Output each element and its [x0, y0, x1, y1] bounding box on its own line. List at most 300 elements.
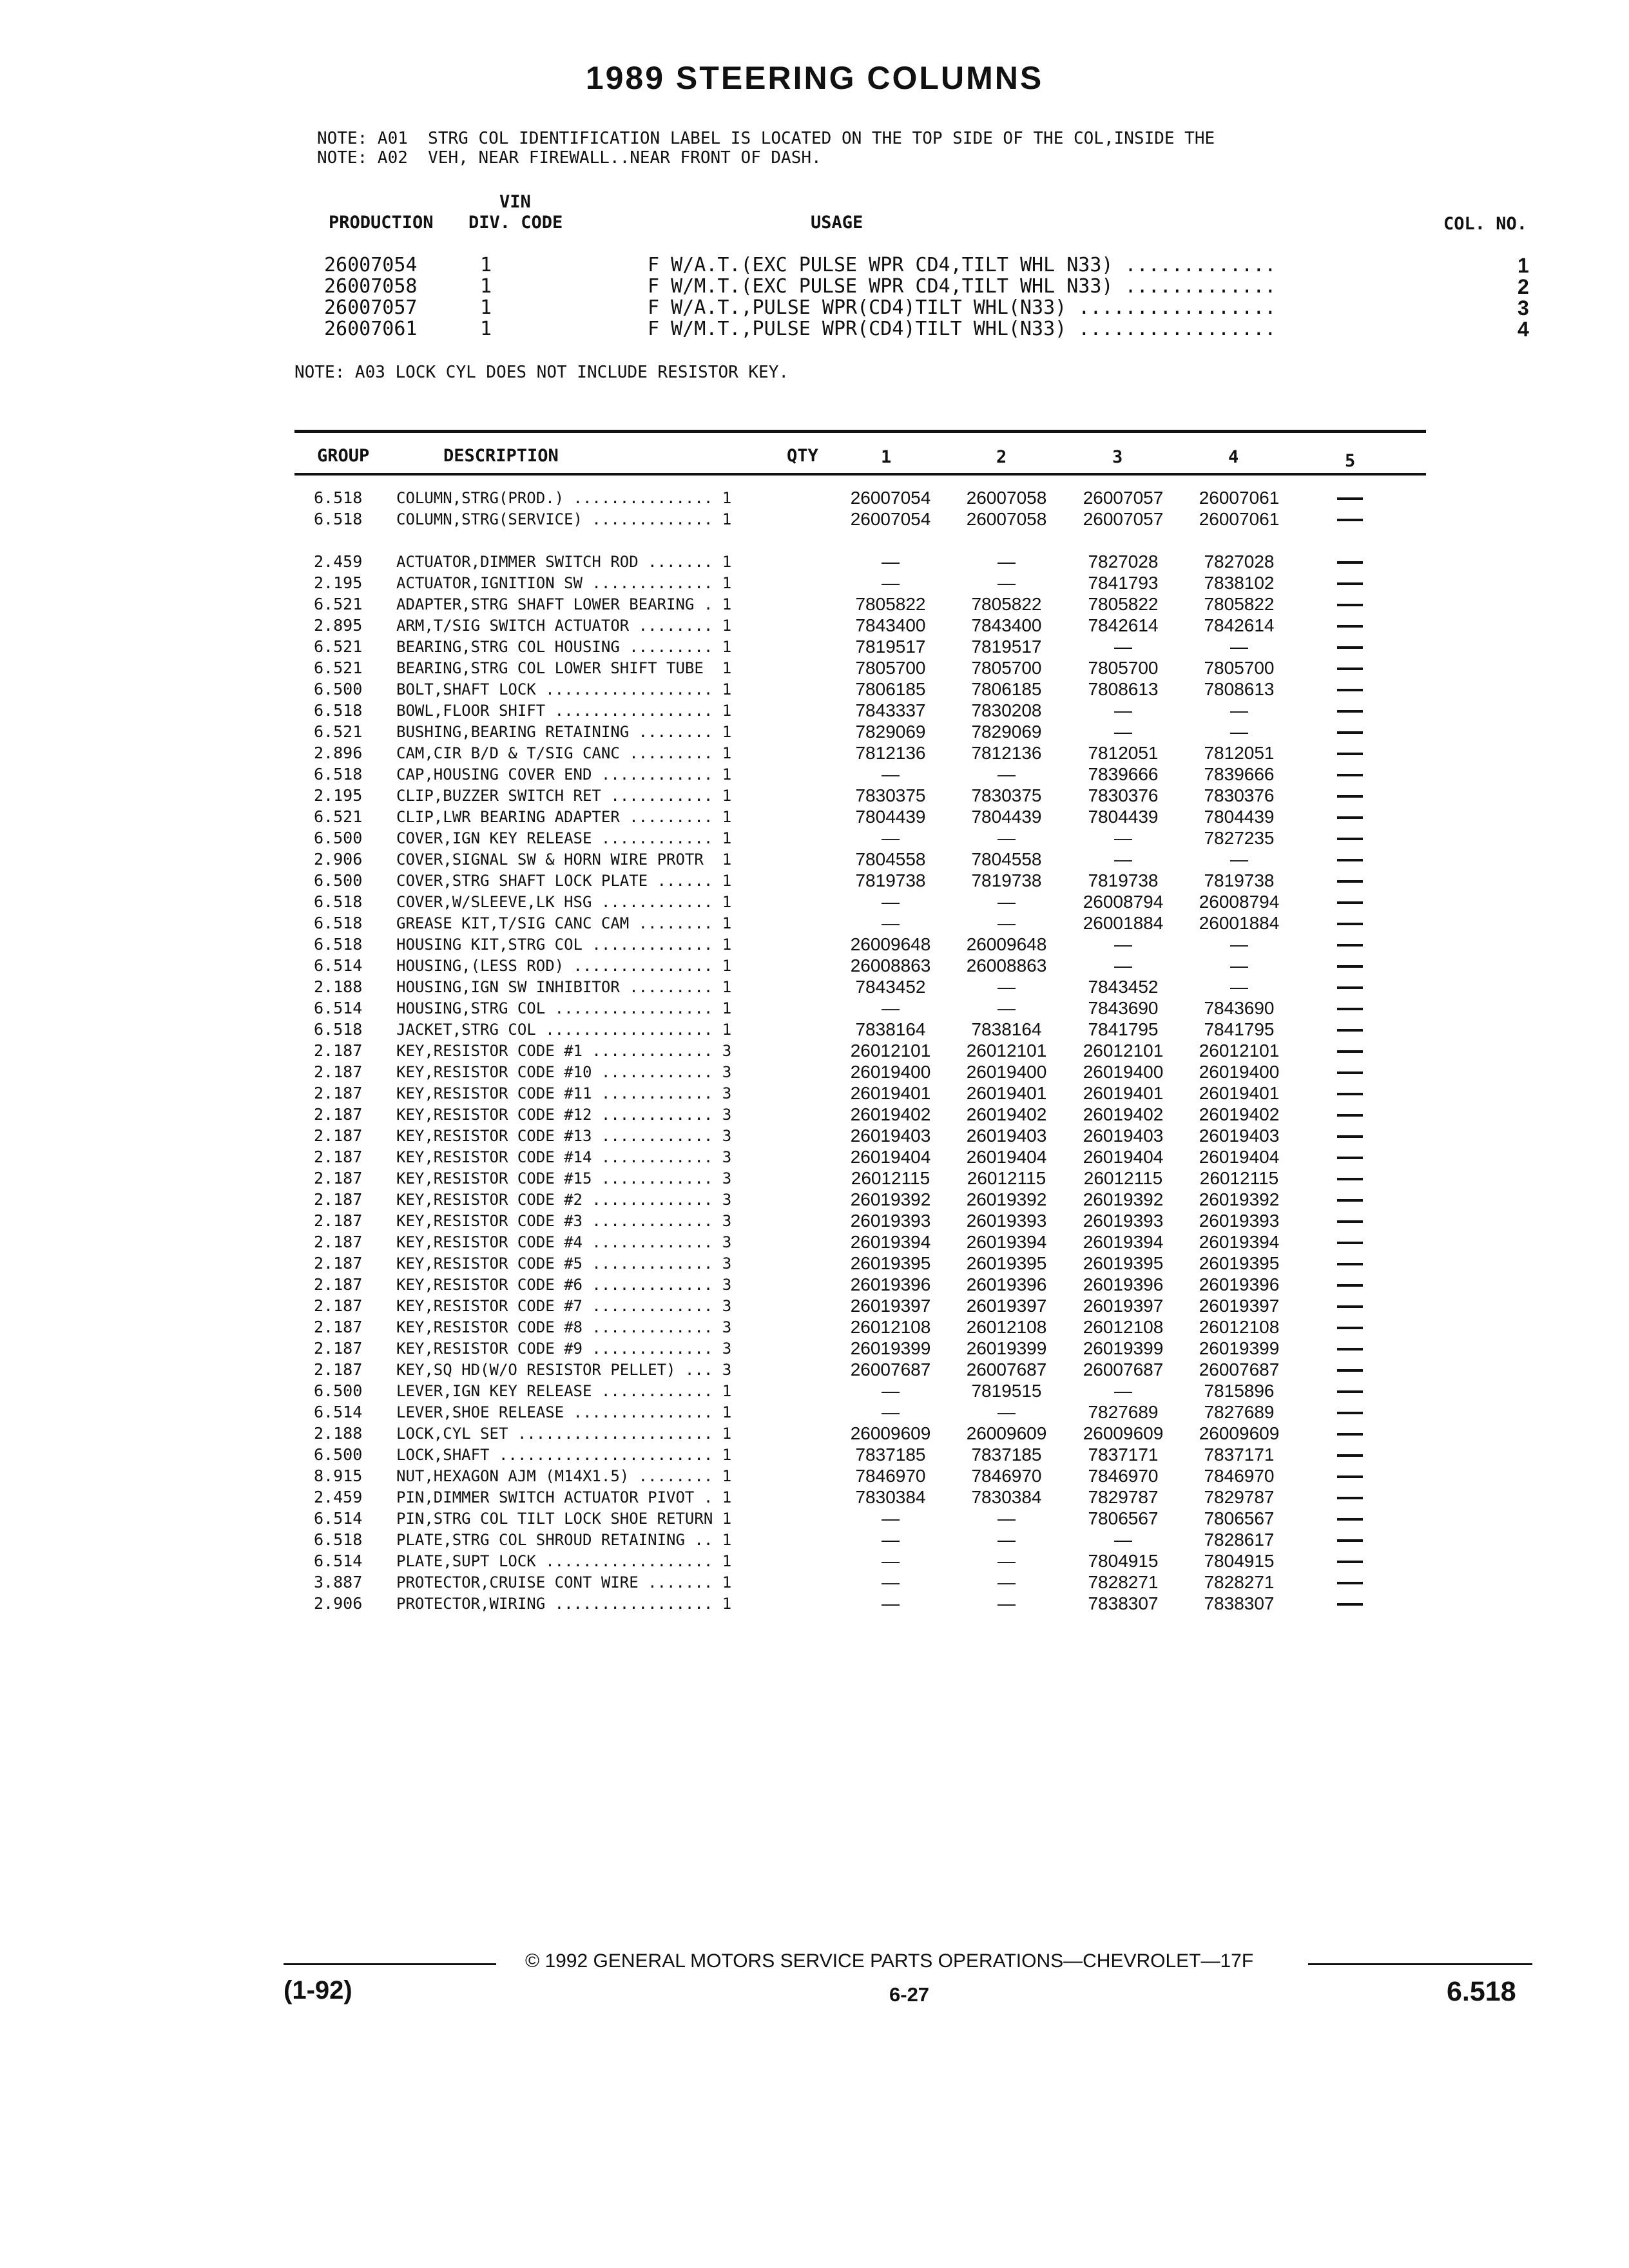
part-number-col3: 7812051: [1088, 743, 1159, 763]
part-number-col3: 26012115: [1083, 1168, 1163, 1188]
part-number-col2: —: [998, 1572, 1016, 1592]
part-number-col4: 26019395: [1199, 1253, 1280, 1273]
part-number-col3: 26019396: [1083, 1274, 1164, 1294]
col5-dash: [1337, 689, 1363, 691]
vin-div-code: 1: [480, 318, 492, 340]
part-number-col4: 7838102: [1204, 573, 1275, 593]
part-number-col3: 7805822: [1088, 594, 1159, 614]
part-number-col2: 7804439: [971, 807, 1042, 827]
vin-col-no: 2: [1518, 275, 1529, 298]
table-row: [0, 1360, 1629, 1381]
vin-usage: F W/A.T.,PULSE WPR(CD4)TILT WHL(N33) .................: [648, 296, 1277, 319]
part-number-col2: 26019393: [966, 1211, 1047, 1231]
part-number-col2: 26019401: [966, 1083, 1047, 1103]
group-cell: 2.895: [314, 616, 363, 635]
note-a01: NOTE: A01 STRG COL IDENTIFICATION LABEL IS LOCATED ON THE TOP SIDE OF THE COL,INSIDE THE: [317, 129, 1215, 148]
col5-dash: [1337, 625, 1363, 628]
part-number-col1: 26019403: [850, 1126, 931, 1146]
part-number-col1: 7804439: [855, 807, 926, 827]
table-row: [0, 914, 1629, 935]
group-cell: 2.187: [314, 1211, 363, 1230]
part-number-col3: —: [1114, 956, 1132, 975]
table-row: [0, 829, 1629, 850]
col5-dash: [1337, 1433, 1363, 1436]
part-number-col3: 7828271: [1088, 1572, 1159, 1592]
part-number-col2: 7830384: [971, 1487, 1042, 1507]
group-cell: 6.514: [314, 1403, 363, 1421]
description-qty-cell: ACTUATOR,IGNITION SW ............. 1: [396, 574, 732, 592]
part-number-col2: 26019396: [966, 1274, 1047, 1294]
table-row: [0, 722, 1629, 744]
part-number-col3: 7843690: [1088, 998, 1159, 1018]
col5-dash: [1337, 519, 1363, 521]
table-row: [0, 1148, 1629, 1169]
col5-dash: [1337, 774, 1363, 776]
group-cell: 6.514: [314, 1509, 363, 1528]
part-number-col4: 26019400: [1199, 1062, 1280, 1082]
description-qty-cell: JACKET,STRG COL .................. 1: [396, 1021, 732, 1039]
table-row: [0, 658, 1629, 680]
description-qty-cell: PIN,STRG COL TILT LOCK SHOE RETURN 1: [396, 1510, 732, 1528]
col5-dash: [1337, 986, 1363, 989]
table-row: [0, 1445, 1629, 1466]
part-number-col3: —: [1114, 828, 1132, 848]
col5-dash: [1337, 1539, 1363, 1542]
group-cell: 6.518: [314, 935, 363, 954]
col5-dash: [1337, 965, 1363, 968]
description-qty-cell: LEVER,SHOE RELEASE ............... 1: [396, 1403, 732, 1421]
group-cell: 6.514: [314, 1552, 363, 1570]
part-number-col1: —: [882, 892, 900, 912]
description-qty-cell: CAP,HOUSING COVER END ............ 1: [396, 765, 732, 783]
part-number-col1: —: [882, 1508, 900, 1528]
group-cell: 6.500: [314, 871, 363, 890]
description-qty-cell: KEY,RESISTOR CODE #14 ............ 3: [396, 1148, 732, 1166]
part-number-col3: —: [1114, 1530, 1132, 1550]
part-number-col2: 7830208: [971, 700, 1042, 720]
table-row: [0, 871, 1629, 892]
part-number-col4: 26019394: [1199, 1232, 1280, 1252]
description-qty-cell: HOUSING,(LESS ROD) ............... 1: [396, 957, 732, 975]
part-number-col2: 7805822: [971, 594, 1042, 614]
part-number-col4: 7838307: [1204, 1593, 1275, 1613]
part-number-col4: —: [1230, 977, 1248, 997]
part-number-col1: 7837185: [855, 1445, 926, 1465]
part-number-col3: 26019401: [1083, 1083, 1164, 1103]
part-number-col3: —: [1114, 849, 1132, 869]
part-number-col3: 7819738: [1088, 870, 1159, 890]
part-number-col2: —: [998, 552, 1016, 572]
part-number-col4: 7829787: [1204, 1487, 1275, 1507]
vin-col-no: 4: [1518, 318, 1529, 341]
part-number-col4: 26012115: [1199, 1168, 1279, 1188]
description-qty-cell: KEY,RESISTOR CODE #7 ............. 3: [396, 1297, 732, 1315]
col5-dash: [1337, 753, 1363, 755]
part-number-col3: 26019399: [1083, 1338, 1164, 1358]
part-number-col4: 26012108: [1199, 1317, 1280, 1337]
part-number-col3: 26012108: [1083, 1317, 1164, 1337]
part-number-col2: 7829069: [971, 722, 1042, 742]
part-number-col2: 7806185: [971, 679, 1042, 699]
part-number-col3: 26012101: [1083, 1041, 1164, 1061]
description-qty-cell: COLUMN,STRG(SERVICE) ............. 1: [396, 510, 732, 528]
part-number-col2: 7805700: [971, 658, 1042, 678]
part-number-col4: 26019399: [1199, 1338, 1280, 1358]
part-number-col4: —: [1230, 956, 1248, 975]
vin-production: 26007057: [324, 296, 418, 319]
part-number-col3: 26019400: [1083, 1062, 1164, 1082]
part-number-col2: 7812136: [971, 743, 1042, 763]
table-row: [0, 892, 1629, 914]
description-qty-cell: BEARING,STRG COL HOUSING ......... 1: [396, 638, 732, 656]
table-row: [0, 1424, 1629, 1445]
part-number-col2: 7819515: [971, 1381, 1042, 1401]
part-number-col1: —: [882, 1551, 900, 1571]
table-row: [0, 1254, 1629, 1275]
part-number-col4: 7841795: [1204, 1019, 1275, 1039]
part-number-col4: 7827028: [1204, 552, 1275, 572]
col5-dash: [1337, 1199, 1363, 1202]
col5-dash: [1337, 1135, 1363, 1138]
part-number-col1: 26009648: [850, 934, 931, 954]
part-number-col1: 26019394: [850, 1232, 931, 1252]
description-qty-cell: BOLT,SHAFT LOCK .................. 1: [396, 680, 732, 698]
group-cell: 6.500: [314, 680, 363, 698]
table-row: [0, 573, 1629, 595]
description-qty-cell: HOUSING,STRG COL ................. 1: [396, 999, 732, 1017]
usage-header: USAGE: [811, 213, 863, 233]
part-number-col2: 26019395: [966, 1253, 1047, 1273]
col5-dash: [1337, 1284, 1363, 1287]
table-row: [0, 595, 1629, 616]
part-number-col2: 26008863: [966, 956, 1047, 975]
footer-rule-left: [284, 1963, 496, 1965]
table-header-rule: [294, 473, 1426, 476]
table-row: [0, 1041, 1629, 1062]
footer-date: (1-92): [284, 1976, 352, 2004]
table-row: [0, 850, 1629, 871]
part-number-col1: 26019400: [850, 1062, 931, 1082]
part-number-col3: 26019395: [1083, 1253, 1164, 1273]
part-number-col2: 26019403: [966, 1126, 1047, 1146]
part-number-col1: 7805822: [855, 594, 926, 614]
part-number-col3: —: [1114, 934, 1132, 954]
group-cell: 6.521: [314, 637, 363, 656]
part-number-col2: 26019400: [966, 1062, 1047, 1082]
group-cell: 2.187: [314, 1339, 363, 1358]
description-qty-cell: KEY,RESISTOR CODE #13 ............ 3: [396, 1127, 732, 1145]
part-number-col4: 7819738: [1204, 870, 1275, 890]
part-number-col3: 26019393: [1083, 1211, 1164, 1231]
col5-dash: [1337, 1348, 1363, 1350]
part-number-col1: 26007687: [850, 1360, 931, 1379]
col5-dash: [1337, 710, 1363, 713]
table-row: [0, 1530, 1629, 1552]
group-cell: 2.187: [314, 1169, 363, 1187]
part-number-col3: 26001884: [1083, 913, 1164, 933]
col5-dash: [1337, 646, 1363, 649]
col5-dash: [1337, 1050, 1363, 1053]
table-row: [0, 807, 1629, 829]
part-number-col4: 7842614: [1204, 615, 1275, 635]
col5-dash: [1337, 1412, 1363, 1414]
vin-row: [0, 254, 1629, 276]
col5-dash: [1337, 1582, 1363, 1584]
part-number-col3: 26007057: [1083, 509, 1164, 529]
part-number-col4: 26019402: [1199, 1104, 1280, 1124]
description-qty-cell: LEVER,IGN KEY RELEASE ............ 1: [396, 1382, 732, 1400]
part-number-col4: 7812051: [1204, 743, 1275, 763]
part-number-col1: 7812136: [855, 743, 926, 763]
part-number-col1: —: [882, 1572, 900, 1592]
part-number-col2: 26007058: [966, 488, 1047, 508]
table-row: [0, 1552, 1629, 1573]
part-number-col1: —: [882, 913, 900, 933]
part-number-col1: 26012115: [851, 1168, 930, 1188]
part-number-col4: 7804439: [1204, 807, 1275, 827]
part-number-col4: —: [1230, 700, 1248, 720]
group-cell: 6.521: [314, 658, 363, 677]
table-row: [0, 1296, 1629, 1318]
part-number-col3: 7830376: [1088, 785, 1159, 805]
description-qty-cell: KEY,RESISTOR CODE #11 ............ 3: [396, 1084, 732, 1102]
col5-dash: [1337, 1454, 1363, 1457]
table-row: [0, 1084, 1629, 1105]
col5-dash: [1337, 1369, 1363, 1372]
part-number-col3: —: [1114, 700, 1132, 720]
group-cell: 6.521: [314, 595, 363, 613]
part-number-col3: 7843452: [1088, 977, 1159, 997]
part-number-col4: 7808613: [1204, 679, 1275, 699]
part-number-col3: 7841793: [1088, 573, 1159, 593]
part-number-col1: 26007054: [850, 488, 931, 508]
part-number-col3: 7804439: [1088, 807, 1159, 827]
part-number-col4: 26019393: [1199, 1211, 1280, 1231]
table-row: [0, 680, 1629, 701]
part-number-col4: 7815896: [1204, 1381, 1275, 1401]
description-qty-cell: BUSHING,BEARING RETAINING ........ 1: [396, 723, 732, 741]
table-row: [0, 488, 1629, 510]
description-qty-cell: COLUMN,STRG(PROD.) ............... 1: [396, 489, 732, 507]
div-code-header: DIV. CODE: [468, 213, 563, 233]
part-number-col1: —: [882, 764, 900, 784]
part-number-col3: 7829787: [1088, 1487, 1159, 1507]
part-number-col1: 26019393: [850, 1211, 931, 1231]
table-row: [0, 1466, 1629, 1488]
part-number-col1: 26012101: [850, 1041, 931, 1061]
group-cell: 6.514: [314, 956, 363, 975]
col5-dash: [1337, 497, 1363, 500]
group-cell: 2.187: [314, 1105, 363, 1124]
col5-header: 5: [1345, 451, 1356, 471]
vin-production: 26007058: [324, 275, 418, 298]
description-qty-cell: KEY,RESISTOR CODE #10 ............ 3: [396, 1063, 732, 1081]
part-number-col4: 26019392: [1199, 1189, 1280, 1209]
part-number-col1: 7819738: [855, 870, 926, 890]
production-header: PRODUCTION: [329, 213, 434, 233]
description-qty-cell: ACTUATOR,DIMMER SWITCH ROD ....... 1: [396, 553, 732, 571]
col5-dash: [1337, 1220, 1363, 1223]
description-qty-cell: KEY,RESISTOR CODE #15 ............ 3: [396, 1169, 732, 1187]
description-qty-cell: PLATE,STRG COL SHROUD RETAINING .. 1: [396, 1531, 732, 1549]
part-number-col4: 26019396: [1199, 1274, 1280, 1294]
part-number-col3: 7827028: [1088, 552, 1159, 572]
description-qty-cell: KEY,RESISTOR CODE #12 ............ 3: [396, 1106, 732, 1124]
part-number-col1: 7846970: [855, 1466, 926, 1486]
part-number-col3: 7806567: [1088, 1508, 1159, 1528]
col5-dash: [1337, 1327, 1363, 1329]
group-header: GROUP: [317, 446, 370, 466]
part-number-col2: —: [998, 998, 1016, 1018]
table-row: [0, 1509, 1629, 1530]
col4-header: 4: [1228, 447, 1239, 467]
part-number-col1: 7804558: [855, 849, 926, 869]
footer-page-number: 6-27: [889, 1983, 930, 2006]
table-row: [0, 1573, 1629, 1594]
group-cell: 6.518: [314, 1020, 363, 1039]
part-number-col2: 26019402: [966, 1104, 1047, 1124]
col5-dash: [1337, 1603, 1363, 1606]
table-row: [0, 637, 1629, 658]
table-row: [0, 935, 1629, 956]
part-number-col3: —: [1114, 722, 1132, 742]
col5-dash: [1337, 880, 1363, 883]
part-number-col1: 7843452: [855, 977, 926, 997]
group-cell: 2.187: [314, 1296, 363, 1315]
part-number-col2: 26019404: [966, 1147, 1047, 1167]
table-row: [0, 1403, 1629, 1424]
description-qty-cell: ADAPTER,STRG SHAFT LOWER BEARING . 1: [396, 595, 732, 613]
group-cell: 2.188: [314, 1424, 363, 1443]
part-number-col1: 26019402: [850, 1104, 931, 1124]
group-cell: 6.518: [314, 914, 363, 932]
vin-usage: F W/M.T.(EXC PULSE WPR CD4,TILT WHL N33) .............: [648, 275, 1277, 298]
part-number-col1: —: [882, 1530, 900, 1550]
description-qty-cell: NUT,HEXAGON AJM (M14X1.5) ........ 1: [396, 1467, 732, 1485]
part-number-col1: 26009609: [850, 1423, 931, 1443]
part-number-col3: 26007057: [1083, 488, 1164, 508]
description-qty-cell: KEY,RESISTOR CODE #1 ............. 3: [396, 1042, 732, 1060]
table-row: [0, 616, 1629, 637]
part-number-col4: 26012101: [1199, 1041, 1280, 1061]
vin-production: 26007061: [324, 318, 418, 340]
group-cell: 6.514: [314, 999, 363, 1017]
col5-dash: [1337, 1029, 1363, 1032]
col5-dash: [1337, 582, 1363, 585]
col5-dash: [1337, 859, 1363, 861]
col2-header: 2: [996, 447, 1007, 467]
part-number-col2: —: [998, 892, 1016, 912]
part-number-col4: 7804915: [1204, 1551, 1275, 1571]
table-row: [0, 552, 1629, 573]
table-row: [0, 744, 1629, 765]
part-number-col2: 26019397: [966, 1296, 1047, 1316]
col5-dash: [1337, 816, 1363, 819]
vin-row: [0, 296, 1629, 318]
col5-dash: [1337, 1390, 1363, 1393]
group-cell: 2.188: [314, 977, 363, 996]
part-number-col1: 26019396: [850, 1274, 931, 1294]
part-number-col3: 26019392: [1083, 1189, 1164, 1209]
part-number-col4: 7839666: [1204, 764, 1275, 784]
col5-dash: [1337, 1518, 1363, 1521]
part-number-col2: 26019394: [966, 1232, 1047, 1252]
table-row: [0, 1339, 1629, 1360]
part-number-col2: —: [998, 1593, 1016, 1613]
part-number-col1: 26019392: [850, 1189, 931, 1209]
part-number-col4: 7827689: [1204, 1402, 1275, 1422]
part-number-col3: —: [1114, 1381, 1132, 1401]
group-cell: 6.521: [314, 807, 363, 826]
part-number-col1: —: [882, 552, 900, 572]
table-row: [0, 1190, 1629, 1211]
col5-dash: [1337, 1242, 1363, 1244]
part-number-col1: 26019395: [850, 1253, 931, 1273]
group-cell: 2.896: [314, 744, 363, 762]
description-qty-cell: KEY,RESISTOR CODE #3 ............. 3: [396, 1212, 732, 1230]
col5-dash: [1337, 1093, 1363, 1095]
part-number-col1: 26019401: [850, 1083, 931, 1103]
part-number-col3: 7837171: [1088, 1445, 1159, 1465]
table-row: [0, 765, 1629, 786]
part-number-col2: —: [998, 1508, 1016, 1528]
part-number-col3: —: [1114, 637, 1132, 657]
description-qty-cell: PIN,DIMMER SWITCH ACTUATOR PIVOT . 1: [396, 1488, 732, 1506]
part-number-col1: 26008863: [850, 956, 931, 975]
col5-dash: [1337, 923, 1363, 925]
col5-dash: [1337, 838, 1363, 840]
part-number-col2: —: [998, 764, 1016, 784]
part-number-col4: 7846970: [1204, 1466, 1275, 1486]
description-qty-cell: COVER,STRG SHAFT LOCK PLATE ...... 1: [396, 872, 732, 890]
part-number-col3: 7804915: [1088, 1551, 1159, 1571]
table-top-rule: [294, 430, 1426, 433]
part-number-col2: —: [998, 1530, 1016, 1550]
part-number-col2: —: [998, 573, 1016, 593]
part-number-col4: 7830376: [1204, 785, 1275, 805]
table-row: [0, 1488, 1629, 1509]
note-a03: NOTE: A03 LOCK CYL DOES NOT INCLUDE RESISTOR KEY.: [294, 363, 789, 382]
table-row: [0, 1126, 1629, 1148]
part-number-col4: 26019403: [1199, 1126, 1280, 1146]
group-cell: 3.887: [314, 1573, 363, 1591]
col5-dash: [1337, 1072, 1363, 1074]
part-number-col1: —: [882, 828, 900, 848]
part-number-col3: 26019403: [1083, 1126, 1164, 1146]
group-cell: 6.518: [314, 765, 363, 783]
group-cell: 2.187: [314, 1318, 363, 1336]
col5-dash: [1337, 901, 1363, 904]
part-number-col2: 26007687: [966, 1360, 1047, 1379]
group-cell: 2.187: [314, 1084, 363, 1102]
part-number-col2: 26009609: [966, 1423, 1047, 1443]
part-number-col1: 7830375: [855, 785, 926, 805]
description-qty-cell: CAM,CIR B/D & T/SIG CANC ......... 1: [396, 744, 732, 762]
group-cell: 2.187: [314, 1190, 363, 1209]
group-cell: 2.187: [314, 1041, 363, 1060]
part-number-col4: 7827235: [1204, 828, 1275, 848]
description-qty-cell: GREASE KIT,T/SIG CANC CAM ........ 1: [396, 914, 732, 932]
group-cell: 6.521: [314, 722, 363, 741]
part-number-col3: 26019404: [1083, 1147, 1164, 1167]
part-number-col3: 26008794: [1083, 892, 1164, 912]
group-cell: 6.500: [314, 1445, 363, 1464]
part-number-col1: —: [882, 1402, 900, 1422]
table-row: [0, 1233, 1629, 1254]
col5-dash: [1337, 795, 1363, 798]
part-number-col1: 7830384: [855, 1487, 926, 1507]
part-number-col4: 26007687: [1199, 1360, 1280, 1379]
